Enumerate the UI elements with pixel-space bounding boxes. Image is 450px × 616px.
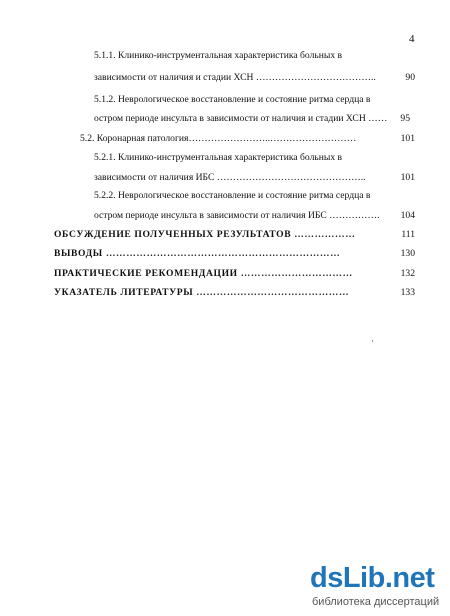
toc-entry-5-2-page: 101: [400, 133, 415, 144]
toc-entry-5-2-1-page: 101: [400, 172, 415, 183]
watermark-logo-lib: Lib: [342, 562, 385, 594]
scan-speck: [372, 340, 373, 342]
toc-entry-conclusions-page: 130: [400, 248, 415, 259]
toc-entry-5-1-1-line1: 5.1.1. Клинико-инструментальная характеристика больных в: [94, 50, 343, 61]
toc-entry-conclusions: ВЫВОДЫ ……………………………………………………………: [54, 248, 341, 259]
toc-entry-5-1-2-line1: 5.1.2. Неврологическое восстановление и состояние ритма сердца в: [94, 94, 371, 105]
watermark-subtitle: библиотека диссертаций: [312, 596, 440, 608]
toc-entry-5-2: 5.2. Коронарная патология……………………..………………………: [80, 133, 357, 144]
watermark: [310, 562, 440, 610]
toc-entry-discussion: ОБСУЖДЕНИЕ ПОЛУЧЕННЫХ РЕЗУЛЬТАТОВ ………………: [54, 229, 356, 240]
toc-entry-discussion-page: 111: [401, 229, 415, 240]
toc-entry-references: УКАЗАТЕЛЬ ЛИТЕРАТУРЫ ………………………………………: [54, 287, 350, 298]
toc-entry-5-1-2-line2: остром периоде инсульта в зависимости от наличия и стадии ХСН ……: [94, 113, 388, 124]
toc-entry-5-1-2-page: 95: [400, 113, 410, 124]
toc-entry-5-1-1-line2: зависимости от наличия и стадии ХСН ………………………………..: [94, 72, 376, 83]
toc-entry-5-2-1-line2: зависимости от наличия ИБС ………………………………………..: [94, 172, 366, 183]
toc-entry-5-2-2-line1: 5.2.2. Неврологическое восстановление и состояние ритма сердца в: [94, 190, 371, 201]
watermark-logo-net: .net: [384, 562, 435, 594]
toc-entry-recommendations-page: 132: [400, 268, 415, 279]
page-number: 4: [409, 33, 415, 45]
toc-entry-5-2-2-page: 104: [400, 210, 415, 221]
toc-entry-5-2-1-line1: 5.2.1. Клинико-инструментальная характеристика больных в: [94, 152, 343, 163]
toc-entry-5-1-1-page: 90: [405, 72, 415, 83]
toc-entry-5-2-2-line2: остром периоде инсульта в зависимости от наличия ИБС …………….: [94, 210, 380, 221]
watermark-logo-ds: ds: [310, 562, 343, 594]
watermark-logo: [310, 562, 434, 595]
toc-entry-recommendations: ПРАКТИЧЕСКИЕ РЕКОМЕНДАЦИИ ……………………………: [54, 268, 353, 279]
toc-entry-references-page: 133: [400, 287, 415, 298]
